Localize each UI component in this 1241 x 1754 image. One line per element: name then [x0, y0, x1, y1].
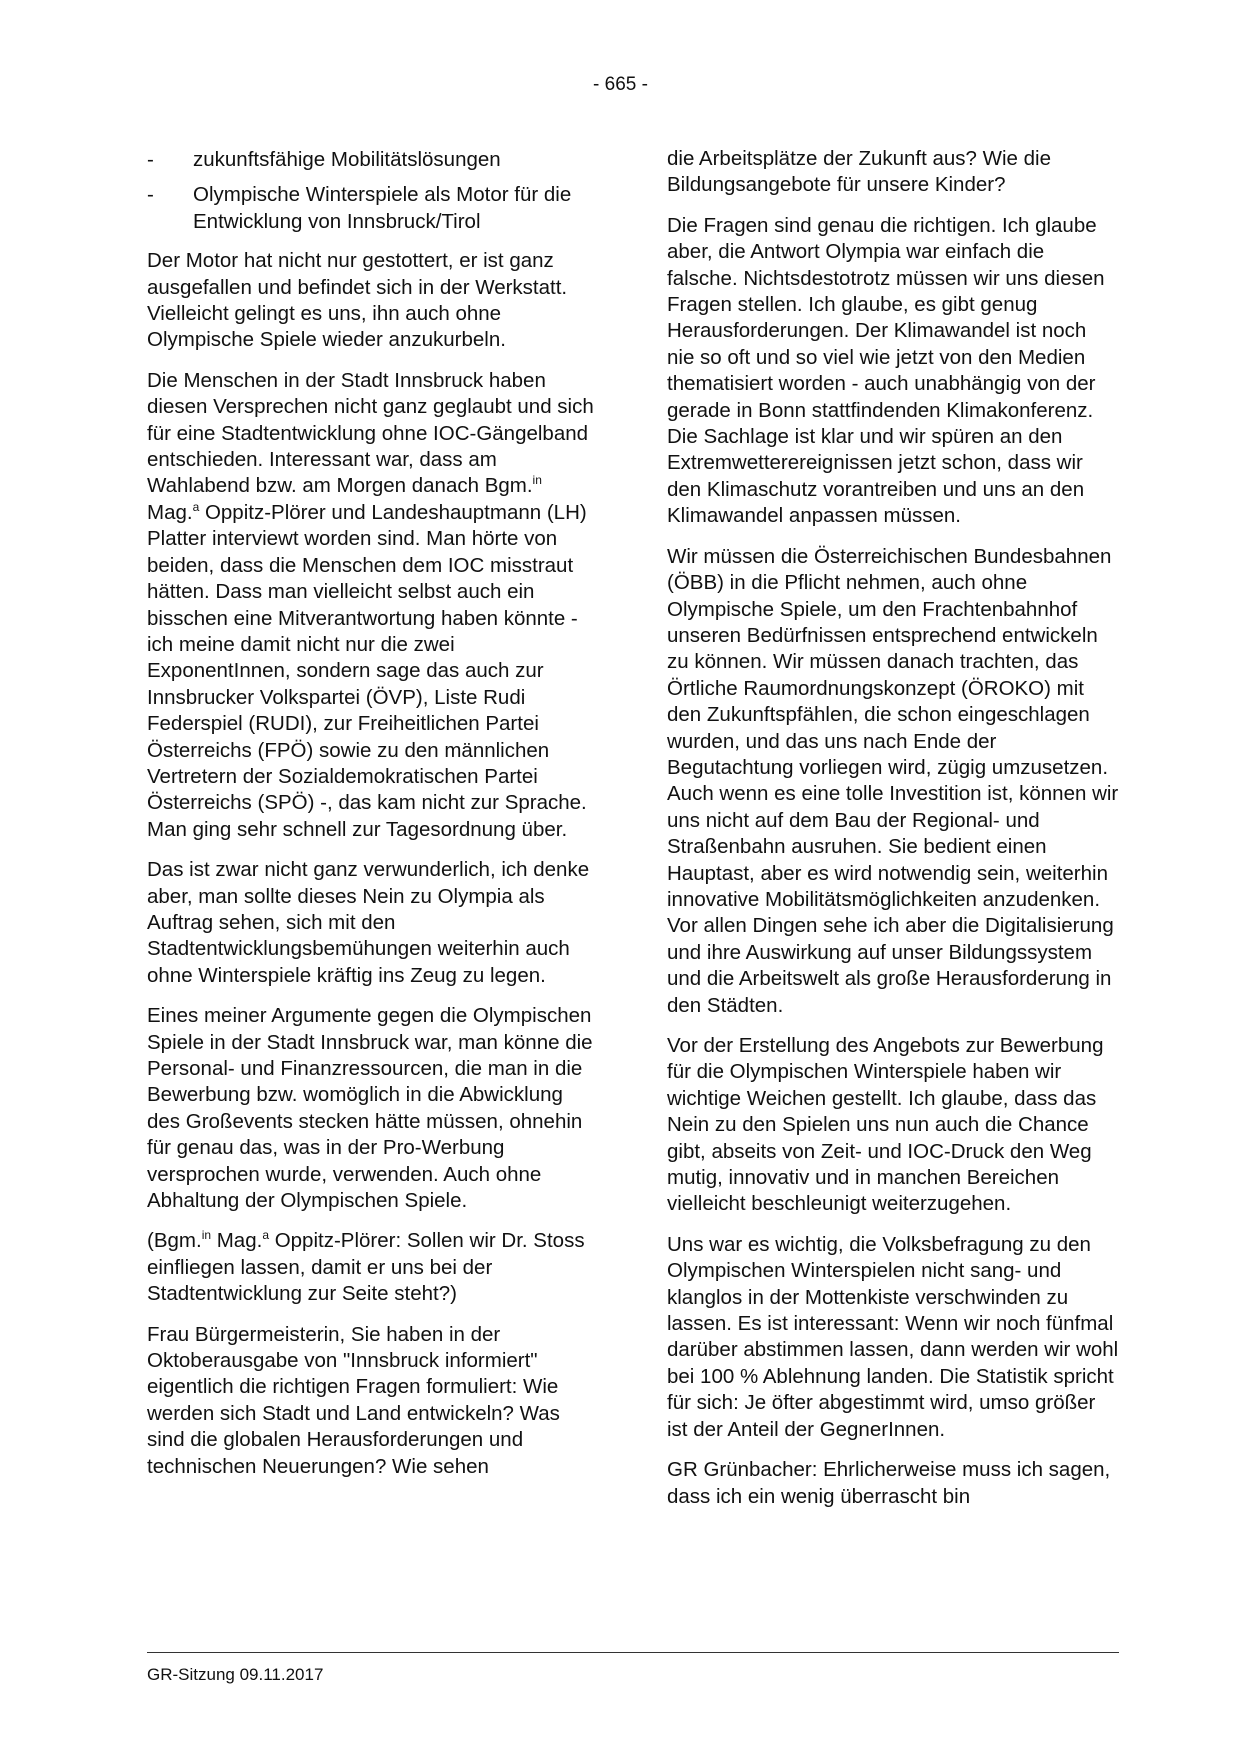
paragraph-angebot: Vor der Erstellung des Angebots zur Bewerbung für die Olympischen Winterspiele haben wir wichtige Weichen gestellt. Ich glaube, dass das Nein zu den Spielen uns nun auch die Chance gibt, abseits von Zeit- und IOC-Druck den Weg mutig, innovativ und in manchen Bereichen vielleicht beschleunigt weiterzugehen. [667, 1034, 1104, 1216]
dash-marker: - [147, 148, 154, 171]
list-item [147, 182, 599, 235]
paragraph-volksbefragung: Uns war es wichtig, die Volksbefragung zu den Olympischen Winterspielen nicht sang- und klanglos in der Mottenkiste verschwinden zu lassen. Es ist interessant: Wenn wir noch fünfmal darüber abstimmen lassen, dann werden wir wohl bei 100 % Ablehnung landen. Die Statistik spricht für sich: Je öfter abgestimmt wird, umso größer ist der Anteil der GegnerInnen. [667, 1232, 1119, 1441]
list-item [147, 147, 599, 173]
dash-marker: - [147, 183, 154, 207]
paragraph-verwunderlich: Das ist zwar nicht ganz verwunderlich, ich denke aber, man sollte dieses Nein zu Olympia als Auftrag sehen, sich mit den Stadtentwicklungsbemühungen weiterhin auch ohne Winterspiele kräftig ins Zeug zu legen. [147, 858, 590, 987]
paragraph-motor: Der Motor hat nicht nur gestottert, er ist ganz ausgefallen und befindet sich in der Werkstatt. Vielleicht gelingt es uns, ihn auch ohne Olympische Spiele wieder anzukurbeln. [147, 249, 568, 352]
list-item-text: zukunftsfähige Mobilitätslösungen [193, 148, 501, 171]
bullet-list [147, 147, 599, 235]
list-item-text: Olympische Winterspiele als Motor für die Entwicklung von Innsbruck/Tirol [193, 183, 572, 233]
paragraph-menschen: Die Menschen in der Stadt Innsbruck haben diesen Versprechen nicht ganz geglaubt und sich für eine Stadtentwicklung ohne IOC-Gängelband entschieden. Interessant war, dass am Wahlabend bzw. am Morgen danach Bgm.$^{in}$ Mag.$^a$ Oppitz-Plörer und Landeshauptmann (LH) Platter interviewt worden sind. Man hörte von beiden, dass die Menschen dem IOC misstraut hätten. Dass man vielleicht selbst auch ein bisschen eine Mitverantwortung haben könnte - ich meine damit nicht nur die zwei ExponentInnen, sondern sage das auch zur Innsbrucker Volkspartei (ÖVP), Liste Rudi Federspiel (RUDI), zur Freiheitlichen Partei Österreichs (FPÖ) sowie zu den männlichen Vertretern der Sozialdemokratischen Partei Österreichs (SPÖ) -, das kam nicht zur Sprache. Man ging sehr schnell zur Tagesordnung über. [147, 368, 594, 841]
paragraph-gruenbacher: GR Grünbacher: Ehrlicherweise muss ich sagen, dass ich ein wenig überrascht bin [667, 1458, 1111, 1508]
paragraph-oebb: Wir müssen die Österreichischen Bundesbahnen (ÖBB) in die Pflicht nehmen, auch ohne Olympische Spiele, um den Frachtenbahnhof unseren Bedürfnissen entsprechend entwickeln zu können. Wir müssen danach trachten, das Örtliche Raumordnungskonzept (ÖROKO) mit den Zukunftspfählen, die schon eingeschlagen wurden, und das uns nach Ende der Begutachtung vorliegen wird, zügig umzusetzen. Auch wenn es eine tolle Investition ist, können wir uns nicht auf dem Bau der Regional- und Straßenbahn ausruhen. Sie bedient einen Hauptast, aber es wird notwendig sein, weiterhin innovative Mobilitätsmöglichkeiten anzudenken. Vor allen Dingen sehe ich aber die Digitalisierung und ihre Auswirkung auf unser Bildungssystem und die Arbeitswelt als große Herausforderung in den Städten. [667, 544, 1119, 1017]
right-column [667, 147, 1119, 1524]
paragraph-argumente: Eines meiner Argumente gegen die Olympischen Spiele in der Stadt Innsbruck war, man könne die Personal- und Finanzressourcen, die man in die Bewerbung bzw. womöglich in die Abwicklung des Großevents stecken hätte müssen, ohnehin für genau das, was in der Pro-Werbung versprochen wurde, verwenden. Auch ohne Abhaltung der Olympischen Spiele. [147, 1004, 593, 1213]
paragraph-fragen: Die Fragen sind genau die richtigen. Ich glaube aber, die Antwort Olympia war einfach die falsche. Nichtsdestotrotz müssen wir uns diesen Fragen stellen. Ich glaube, es gibt genug Herausforderungen. Der Klimawandel ist noch nie so oft und so viel wie jetzt von den Medien thematisiert worden - auch unabhängig von der gerade in Bonn stattfindenden Klimakonferenz. Die Sachlage ist klar und wir spüren an den Extremwetterereignissen jetzt schon, dass wir den Klimaschutz vorantreiben und uns an den Klimawandel anpassen müssen. [667, 213, 1105, 528]
left-column [147, 147, 599, 1494]
footer-divider [147, 1652, 1119, 1653]
paragraph-continuation: die Arbeitsplätze der Zukunft aus? Wie die Bildungsangebote für unsere Kinder? [667, 147, 1052, 197]
footer-session-date: GR-Sitzung 09.11.2017 [147, 1665, 324, 1684]
paragraph-interjection: (Bgm.$^{in}$ Mag.$^a$ Oppitz-Plörer: Sollen wir Dr. Stoss einfliegen lassen, damit er uns bei der Stadtentwicklung zur Seite steht?) [147, 1228, 585, 1306]
page-number: - 665 - [593, 74, 648, 95]
paragraph-buergermeisterin: Frau Bürgermeisterin, Sie haben in der Oktoberausgabe von "Innsbruck informiert" eigentlich die richtigen Fragen formuliert: Wie werden sich Stadt und Land entwickeln? Was sind die globalen Herausforderungen und technischen Neuerungen? Wie sehen [147, 1322, 560, 1478]
